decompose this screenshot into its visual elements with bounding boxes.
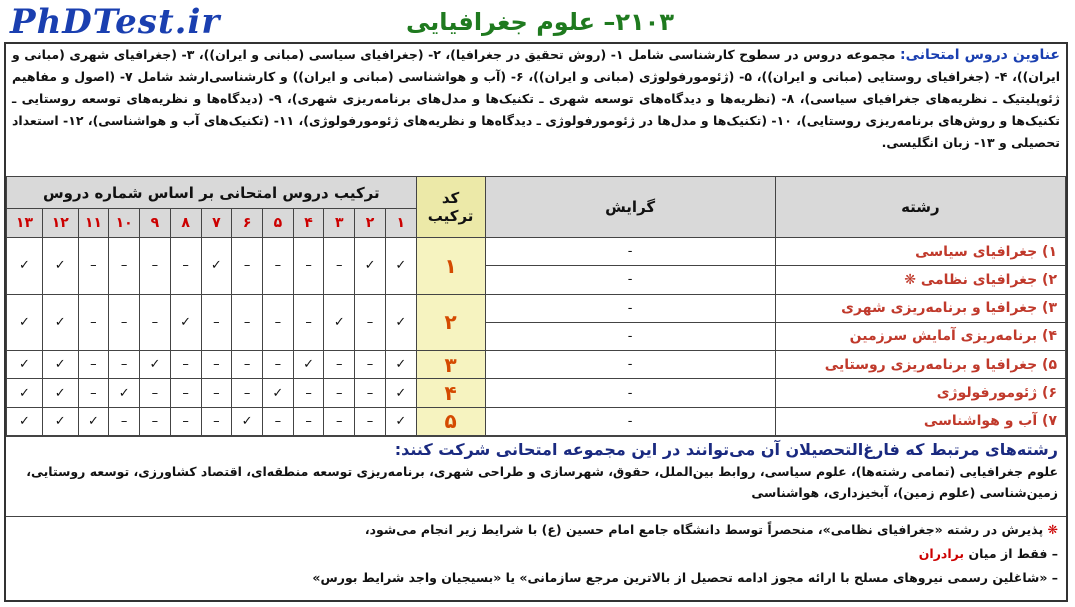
table-row: [7, 238, 1066, 266]
trend-value: -: [485, 407, 775, 435]
related-line-1: علوم جغرافیایی (تمامی رشته‌ها)، علوم سیاسی، روابط بین‌الملل، حقوق، شهرسازی و طراحی شهری، برنامه‌ریزی توسعه منطقه‌ای، اقتصاد کشاورزی، توسعه روستایی،: [26, 464, 1058, 479]
course-mark-cell: –: [232, 351, 263, 379]
course-mark-cell: ✓: [42, 294, 78, 351]
course-mark-cell: –: [201, 294, 232, 351]
course-mark-cell: ✓: [7, 351, 43, 379]
course-mark-cell: ✓: [7, 379, 43, 407]
asterisk-icon: ❋: [1047, 522, 1058, 537]
course-mark-cell: –: [232, 238, 263, 295]
divider: [6, 516, 1066, 517]
page-title: ۲۱۰۳– علوم جغرافیایی: [406, 8, 674, 36]
course-mark-cell: ✓: [385, 379, 416, 407]
combination-code: ۱: [416, 238, 485, 295]
trend-value: -: [485, 322, 775, 350]
course-mark-cell: –: [140, 238, 171, 295]
course-number-header: ۲: [355, 209, 386, 238]
course-mark-cell: –: [262, 238, 293, 295]
course-mark-cell: ✓: [355, 238, 386, 295]
field-name: ۷) آب و هواشناسی: [775, 407, 1065, 435]
course-mark-cell: –: [170, 407, 201, 435]
course-mark-cell: –: [324, 407, 355, 435]
field-name: ۳) جغرافیا و برنامه‌ریزی شهری: [775, 294, 1065, 322]
course-mark-cell: –: [232, 379, 263, 407]
course-mark-cell: ✓: [293, 351, 324, 379]
field-name: ۴) برنامه‌ریزی آمایش سرزمین: [775, 322, 1065, 350]
course-mark-cell: –: [140, 379, 171, 407]
note-line-3: – «شاغلین رسمی نیروهای مسلح با ارائه مجوز ادامه تحصیل از بالاترین مرجع سازمانی» یا «بسیجیان واجد شرایط بورس»: [312, 570, 1058, 585]
course-number-header: ۵: [262, 209, 293, 238]
course-mark-cell: –: [355, 351, 386, 379]
course-mark-cell: –: [355, 379, 386, 407]
course-mark-cell: ✓: [109, 379, 140, 407]
course-mark-cell: –: [78, 238, 109, 295]
code-header: کد ترکیب: [416, 177, 485, 238]
course-mark-cell: –: [293, 407, 324, 435]
course-mark-cell: –: [262, 294, 293, 351]
course-mark-cell: ✓: [42, 351, 78, 379]
course-mark-cell: ✓: [262, 379, 293, 407]
course-mark-cell: –: [140, 407, 171, 435]
course-mark-cell: ✓: [324, 294, 355, 351]
course-mark-cell: ✓: [42, 407, 78, 435]
course-number-header: ۱۲: [42, 209, 78, 238]
table-body: [7, 238, 1066, 436]
course-mark-cell: –: [109, 238, 140, 295]
composition-header: ترکیب دروس امتحانی بر اساس شماره دروس: [7, 177, 417, 209]
course-mark-cell: –: [78, 294, 109, 351]
course-mark-cell: ✓: [385, 238, 416, 295]
combination-code: ۳: [416, 351, 485, 379]
trend-value: -: [485, 266, 775, 294]
course-number-header: ۱۱: [78, 209, 109, 238]
intro-label: عناوین دروس امتحانی:: [899, 47, 1060, 63]
course-mark-cell: –: [293, 238, 324, 295]
note-line-2: [14, 542, 1058, 566]
course-mark-cell: ✓: [201, 238, 232, 295]
course-mark-cell: –: [293, 379, 324, 407]
table-row: [7, 294, 1066, 322]
course-mark-cell: –: [201, 407, 232, 435]
course-mark-cell: ✓: [42, 238, 78, 295]
course-mark-cell: –: [324, 379, 355, 407]
course-mark-cell: –: [201, 379, 232, 407]
field-name: ۲) جغرافیای نظامی ❋: [775, 266, 1065, 294]
note-line-1: [14, 518, 1058, 542]
field-name: ۶) ژئومورفولوژی: [775, 379, 1065, 407]
course-mark-cell: –: [170, 379, 201, 407]
combination-code: ۲: [416, 294, 485, 351]
course-mark-cell: ✓: [7, 238, 43, 295]
course-mark-cell: ✓: [232, 407, 263, 435]
course-number-header: ۱۳: [7, 209, 43, 238]
combination-code: ۵: [416, 407, 485, 435]
course-mark-cell: –: [293, 294, 324, 351]
course-mark-cell: ✓: [7, 407, 43, 435]
combination-code: ۴: [416, 379, 485, 407]
course-number-header: ۸: [170, 209, 201, 238]
related-line-2: زمین‌شناسی (علوم زمین)، آبخیزداری، هواشناسی: [751, 485, 1058, 500]
table-row: [7, 379, 1066, 407]
course-mark-cell: –: [201, 351, 232, 379]
field-header: رشته: [775, 177, 1065, 238]
course-mark-cell: –: [140, 294, 171, 351]
course-mark-cell: –: [355, 407, 386, 435]
divider: [6, 436, 1066, 437]
course-mark-cell: –: [109, 407, 140, 435]
trend-value: -: [485, 238, 775, 266]
notes-section: [8, 518, 1064, 598]
course-mark-cell: –: [324, 351, 355, 379]
course-mark-cell: –: [109, 351, 140, 379]
brand-logo: PhDTest.ir: [10, 2, 221, 42]
course-number-header: ۱۰: [109, 209, 140, 238]
table-row: [7, 407, 1066, 435]
table-row: [7, 351, 1066, 379]
course-number-header: ۹: [140, 209, 171, 238]
course-mark-cell: ✓: [385, 351, 416, 379]
trend-header: گرایش: [485, 177, 775, 238]
course-mark-cell: –: [109, 294, 140, 351]
course-mark-cell: ✓: [170, 294, 201, 351]
trend-value: -: [485, 351, 775, 379]
course-number-header: ۱: [385, 209, 416, 238]
course-mark-cell: ✓: [385, 294, 416, 351]
course-mark-cell: –: [262, 407, 293, 435]
course-mark-cell: –: [170, 238, 201, 295]
related-fields: [8, 438, 1064, 516]
course-mark-cell: ✓: [78, 407, 109, 435]
field-name: ۵) جغرافیا و برنامه‌ریزی روستایی: [775, 351, 1065, 379]
course-mark-cell: –: [170, 351, 201, 379]
note-highlight: برادران: [918, 546, 965, 561]
field-name: ۱) جغرافیای سیاسی: [775, 238, 1065, 266]
course-mark-cell: ✓: [140, 351, 171, 379]
course-mark-cell: –: [78, 379, 109, 407]
course-mark-cell: ✓: [7, 294, 43, 351]
trend-value: -: [485, 294, 775, 322]
exam-subjects-intro: [8, 44, 1064, 176]
course-mark-cell: –: [262, 351, 293, 379]
course-mark-cell: –: [355, 294, 386, 351]
related-heading: رشته‌های مرتبط که فارغ‌التحصیلان آن می‌توانند در این مجموعه امتحانی شرکت کنند:: [394, 440, 1058, 459]
course-mark-cell: –: [78, 351, 109, 379]
course-number-header: ۷: [201, 209, 232, 238]
course-number-header: ۶: [232, 209, 263, 238]
composition-table: [6, 176, 1066, 436]
note-text-2: – فقط از میان: [968, 546, 1058, 561]
course-mark-cell: –: [324, 238, 355, 295]
intro-text: مجموعه دروس در سطوح کارشناسی شامل ۱- (روش تحقیق در جغرافیا)، ۲- (جغرافیای سیاسی (مبانی و ایران))، ۳- (جغرافیای شهری (مبانی و ایران))، ۴- (جغرافیای روستایی (مبانی و ایران))، ۵- (ژئومورفولوژی (مبانی و ایران))، ۶- (آب و هواشناسی (مبانی و ایران)) و کارشناسی‌ارشد شامل ۷- (اصول و مفاهیم ژئوپلیتیک ـ نظریه‌های جغرافیای سیاسی)، ۸- (نظریه‌ها و دیدگاه‌های توسعه شهری ـ تکنیک‌ها و مدل‌های برنامه‌ریزی شهری)، ۹- (دیدگاه‌ها و نظریه‌های توسعه روستایی ـ تکنیک‌ها و روش‌های برنامه‌ریزی روستایی)، ۱۰- (تکنیک‌ها و مدل‌ها در ژئومورفولوژی ـ دیدگاه‌ها و نظریه‌های ژئومورفولوژی)، ۱۱- (تکنیک‌های آب و هواشناسی)، ۱۲- استعداد تحصیلی و ۱۳- زبان انگلیسی.: [12, 47, 1060, 150]
note-text-1: پذیرش در رشته «جغرافیای نظامی»، منحصراً توسط دانشگاه جامع امام حسین (ع) با شرایط زیر انجام می‌شود،: [364, 522, 1044, 537]
trend-value: -: [485, 379, 775, 407]
course-mark-cell: ✓: [385, 407, 416, 435]
course-mark-cell: –: [232, 294, 263, 351]
course-number-header: ۳: [324, 209, 355, 238]
course-number-header: ۴: [293, 209, 324, 238]
course-mark-cell: ✓: [42, 379, 78, 407]
